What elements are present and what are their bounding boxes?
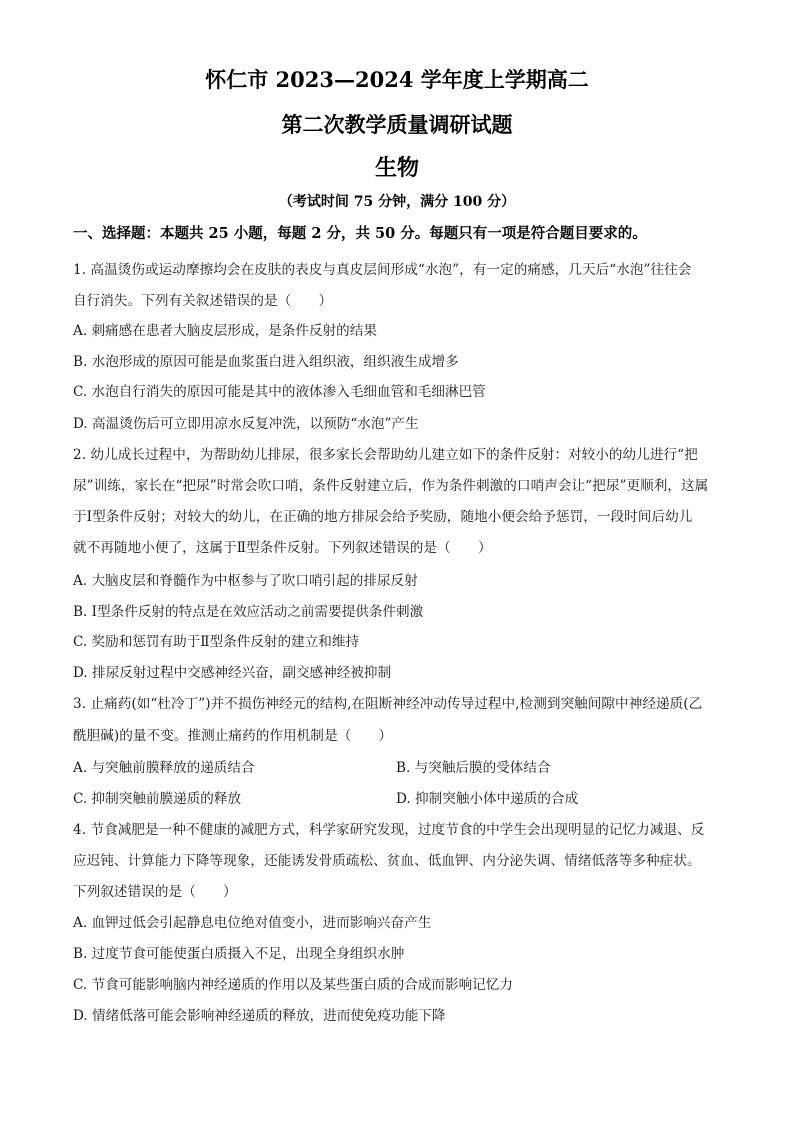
question-1-option-d: D. 高温烫伤后可立即用凉水反复冲洗，以预防“水泡”产生 [73, 416, 419, 432]
question-2-stem-line-4: 就不再随地小便了，这属于Ⅱ型条件反射。下列叙述错误的是（ ） [73, 540, 492, 556]
question-3-option-c: C. 抑制突触前膜递质的释放 [73, 791, 242, 807]
section-heading: 一、选择题：本题共 25 小题，每题 2 分，共 50 分。每题只有一项是符合题目要求的。 [73, 225, 647, 242]
exam-title-line1: 怀仁市 2023—2024 学年度上学期高二 [205, 67, 589, 92]
exam-info: （考试时间 75 分钟，满分 100 分） [278, 194, 516, 210]
question-3-option-a: A. 与突触前膜释放的递质结合 [73, 760, 255, 776]
question-1-stem-line-1: 1. 高温烫伤或运动摩擦均会在皮肤的表皮与真皮层间形成“水泡”，有一定的痛感，几天后“水泡”往往会 [73, 262, 692, 278]
question-2-stem-line-1: 2. 幼儿成长过程中，为帮助幼儿排尿，很多家长会帮助幼儿建立如下的条件反射：对较小的幼儿进行“把 [73, 447, 698, 463]
question-4-option-a: A. 血钾过低会引起静息电位绝对值变小，进而影响兴奋产生 [73, 915, 432, 931]
question-2-option-c: C. 奖励和惩罚有助于Ⅱ型条件反射的建立和维持 [73, 634, 360, 650]
question-4-option-d: D. 情绪低落可能会影响神经递质的释放，进而使免疫功能下降 [73, 1008, 446, 1024]
question-3-option-b: B. 与突触后膜的受体结合 [396, 760, 551, 776]
question-4-option-b: B. 过度节食可能使蛋白质摄入不足，出现全身组织水肿 [73, 946, 405, 962]
question-4-stem-line-2: 应迟钝、计算能力下降等现象，还能诱发骨质疏松、贫血、低血钾、内分泌失调、情绪低落等多种症状。 [73, 853, 701, 869]
question-3-stem-line-1: 3. 止痛药(如“杜冷丁”)并不损伤神经元的结构,在阻断神经冲动传导过程中,检测到突触间隙中神经递质(乙 [73, 696, 703, 712]
question-2-option-d: D. 排尿反射过程中交感神经兴奋，副交感神经被抑制 [73, 665, 392, 681]
question-4-option-c: C. 节食可能影响脑内神经递质的作用以及某些蛋白质的合成而影响记忆力 [73, 977, 513, 993]
subject-title: 生物 [374, 155, 419, 181]
question-4-stem-line-1: 4. 节食减肥是一种不健康的减肥方式，科学家研究发现，过度节食的中学生会出现明显的记忆力减退、反 [73, 822, 705, 838]
question-3-stem-line-2: 酰胆碱)的量不变。推测止痛药的作用机制是（ ） [73, 728, 393, 744]
question-2-stem-line-3: 于Ⅰ型条件反射；对较大的幼儿，在正确的地方排尿会给予奖励，随地小便会给予惩罚，一段时间后幼儿 [73, 509, 693, 525]
question-2-stem-line-2: 尿”训练，家长在“把尿”时常会吹口哨，条件反射建立后，作为条件刺激的口哨声会让“把尿”更顺利，这属 [73, 478, 709, 494]
question-2-option-a: A. 大脑皮层和脊髓作为中枢参与了吹口哨引起的排尿反射 [73, 573, 418, 589]
question-1-option-b: B. 水泡形成的原因可能是血浆蛋白进入组织液，组织液生成增多 [73, 354, 459, 370]
question-1-stem-line-2: 自行消失。下列有关叙述错误的是（ ） [73, 293, 333, 309]
question-4-stem-line-3: 下列叙述错误的是（ ） [73, 884, 237, 900]
question-2-option-b: B. Ⅰ型条件反射的特点是在效应活动之前需要提供条件刺激 [73, 604, 424, 620]
exam-title-line2: 第二次教学质量调研试题 [281, 112, 513, 137]
question-1-option-a: A. 刺痛感在患者大脑皮层形成，是条件反射的结果 [73, 323, 377, 339]
question-1-option-c: C. 水泡自行消失的原因可能是其中的液体渗入毛细血管和毛细淋巴管 [73, 384, 486, 400]
question-3-option-d: D. 抑制突触小体中递质的合成 [396, 791, 579, 807]
